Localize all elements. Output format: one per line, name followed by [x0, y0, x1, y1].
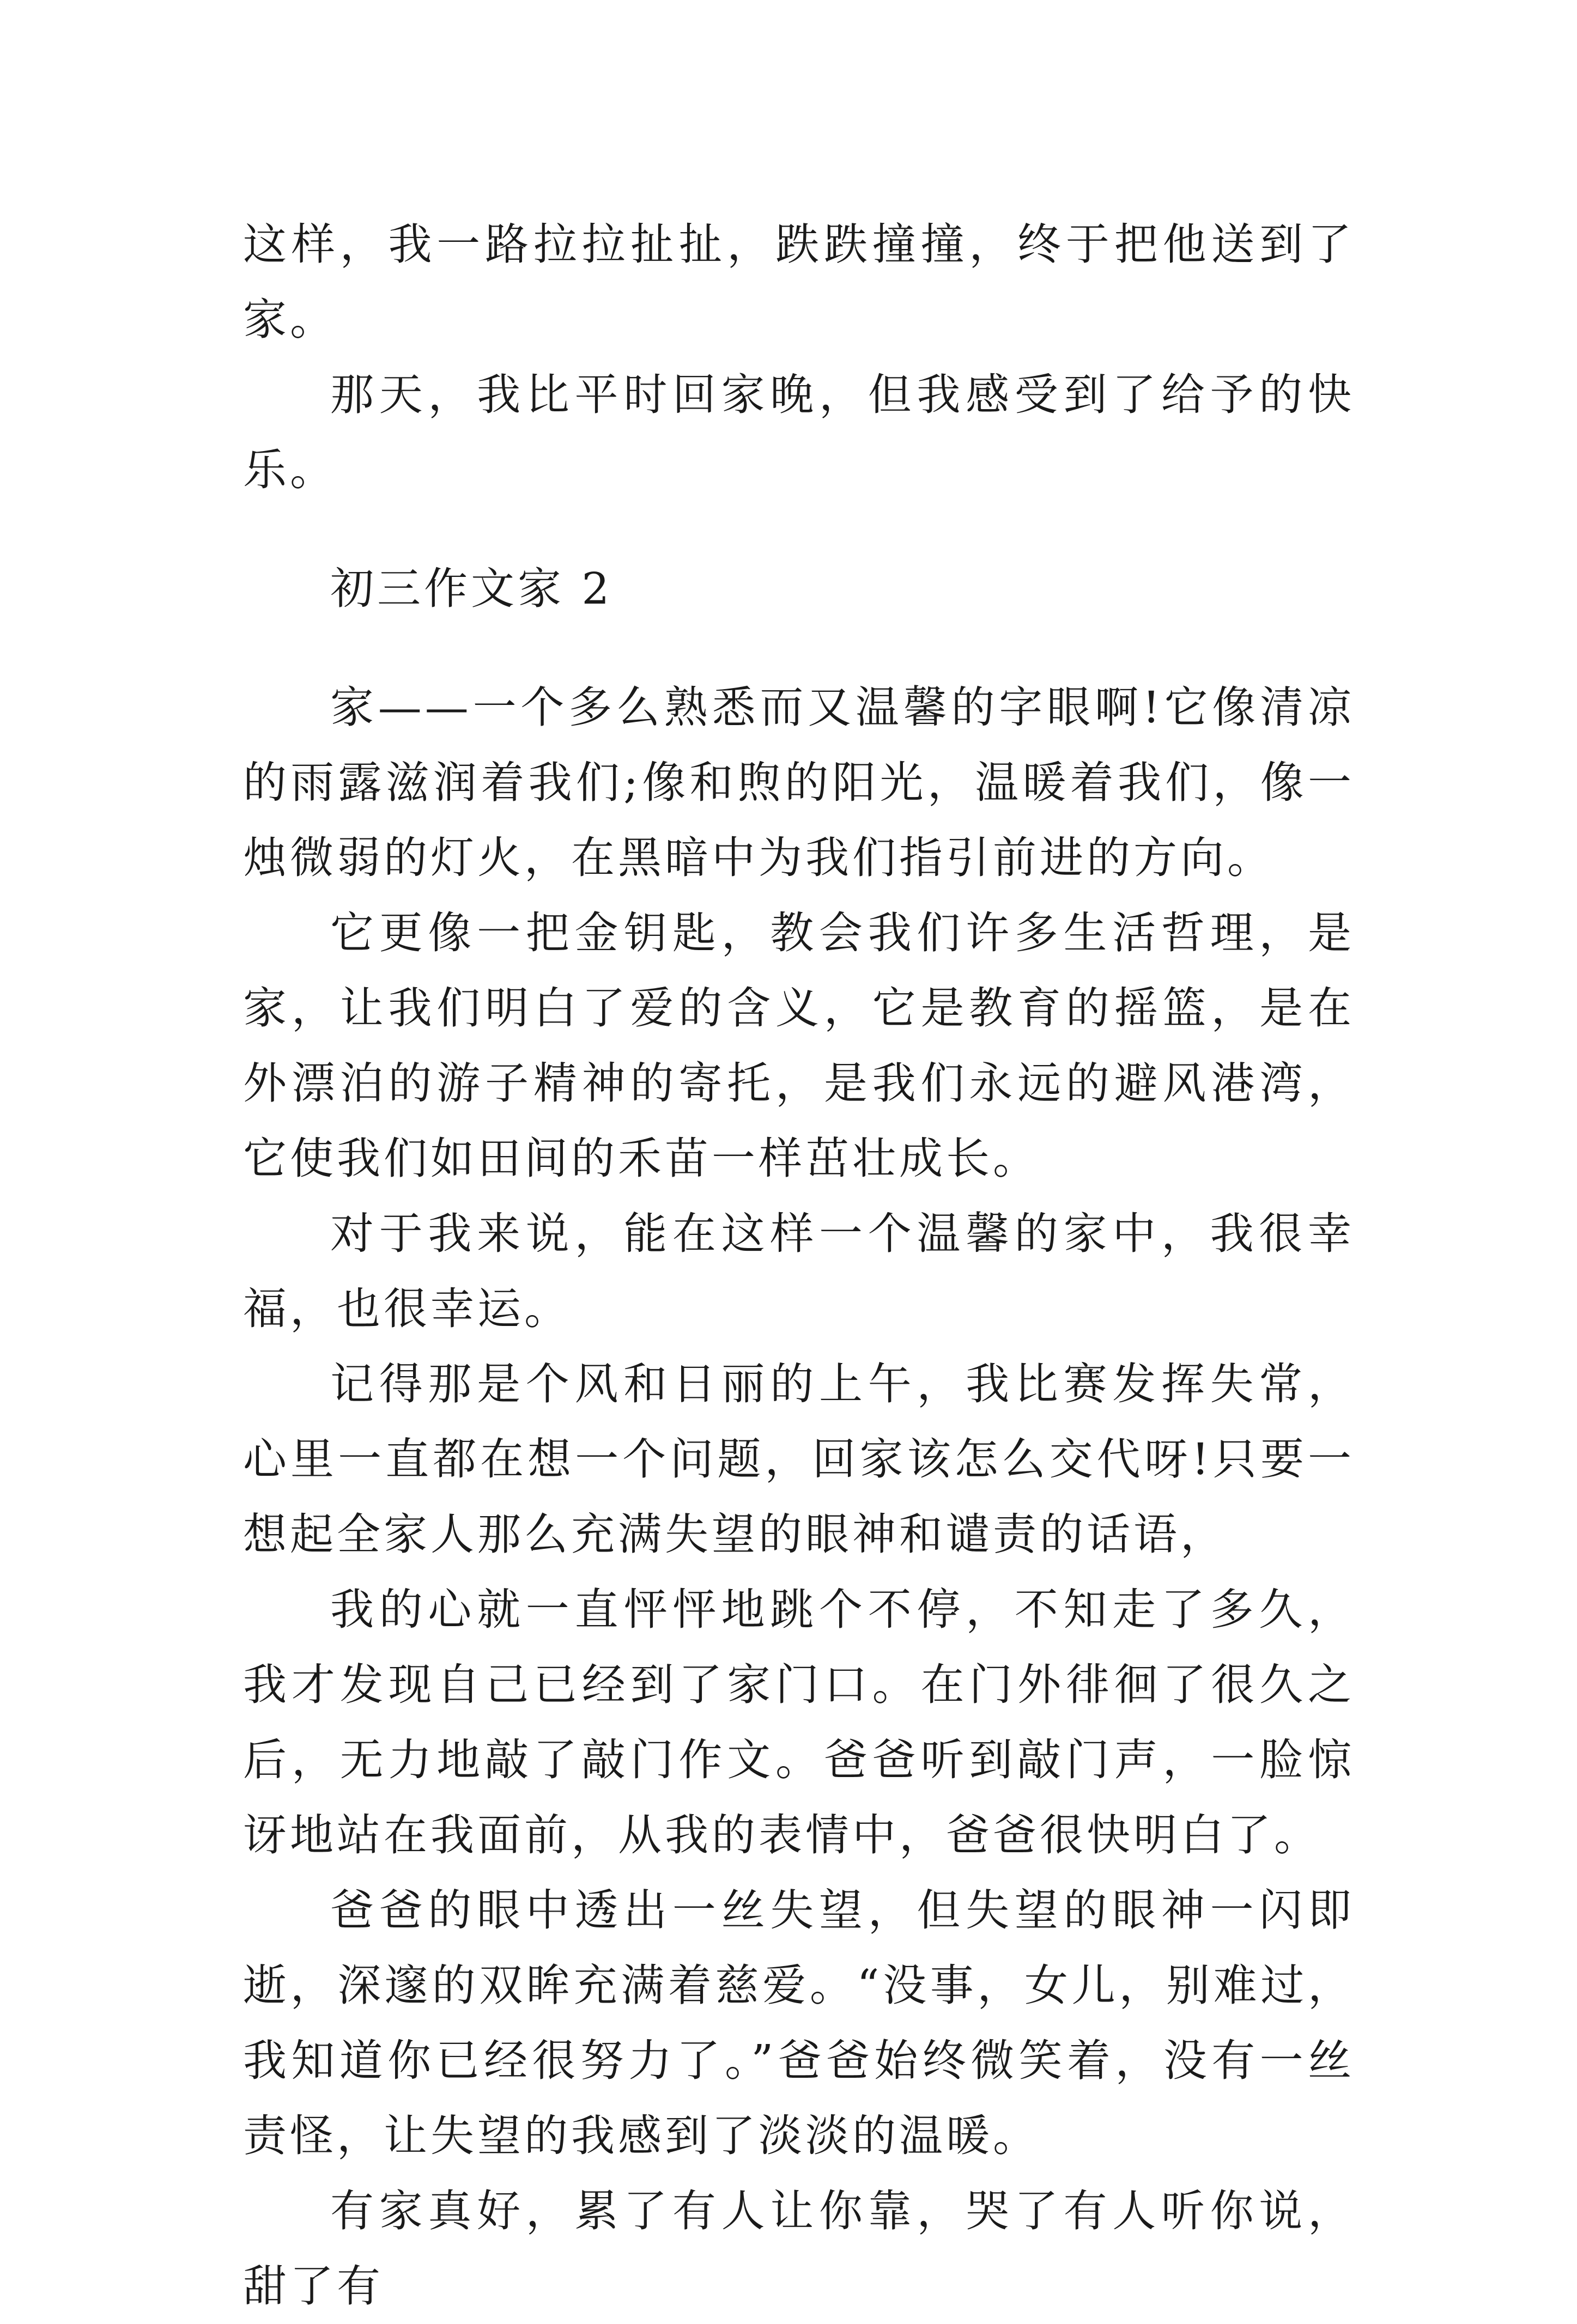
paragraph: 它更像一把金钥匙，教会我们许多生活哲理，是家，让我们明白了爱的含义，它是教育的摇篮，是在外漂泊的游子精神的寄托，是我们永远的避风港湾，它使我们如田间的禾苗一样茁壮成长。	[243, 908, 1355, 1184]
paragraph: 爸爸的眼中透出一丝失望，但失望的眼神一闪即逝，深邃的双眸充满着慈爱。“没事，女儿，别难过，我知道你已经很努力了。”爸爸始终微笑着，没有一丝责怪，让失望的我感到了淡淡的温暖。	[243, 1885, 1355, 2161]
paragraph: 那天，我比平时回家晚，但我感受到了给予的快乐。	[243, 369, 1355, 495]
paragraph-truncated: 有家真好，累了有人让你靠，哭了有人听你说，甜了有	[243, 2186, 1355, 2311]
paragraph-continuation: 这样，我一路拉拉扯扯，跌跌撞撞，终于把他送到了家。	[243, 219, 1355, 345]
section-title: 初三作文家 2	[330, 563, 613, 614]
paragraph: 家——一个多么熟悉而又温馨的字眼啊!它像清凉的雨露滋润着我们;像和煦的阳光，温暖着我们，像一烛微弱的灯火，在黑暗中为我们指引前进的方向。	[243, 682, 1355, 883]
document-page	[243, 207, 1355, 2324]
paragraph: 对于我来说，能在这样一个温馨的家中，我很幸福，也很幸运。	[243, 1208, 1355, 1334]
paragraph: 记得那是个风和日丽的上午，我比赛发挥失常，心里一直都在想一个问题，回家该怎么交代呀!只要一想起全家人那么充满失望的眼神和谴责的话语，	[243, 1359, 1355, 1560]
paragraph: 我的心就一直怦怦地跳个不停，不知走了多久，我才发现自己已经到了家门口。在门外徘徊了很久之后，无力地敲了敲门作文。爸爸听到敲门声，一脸惊讶地站在我面前，从我的表情中，爸爸很快明白了。	[243, 1584, 1355, 1860]
